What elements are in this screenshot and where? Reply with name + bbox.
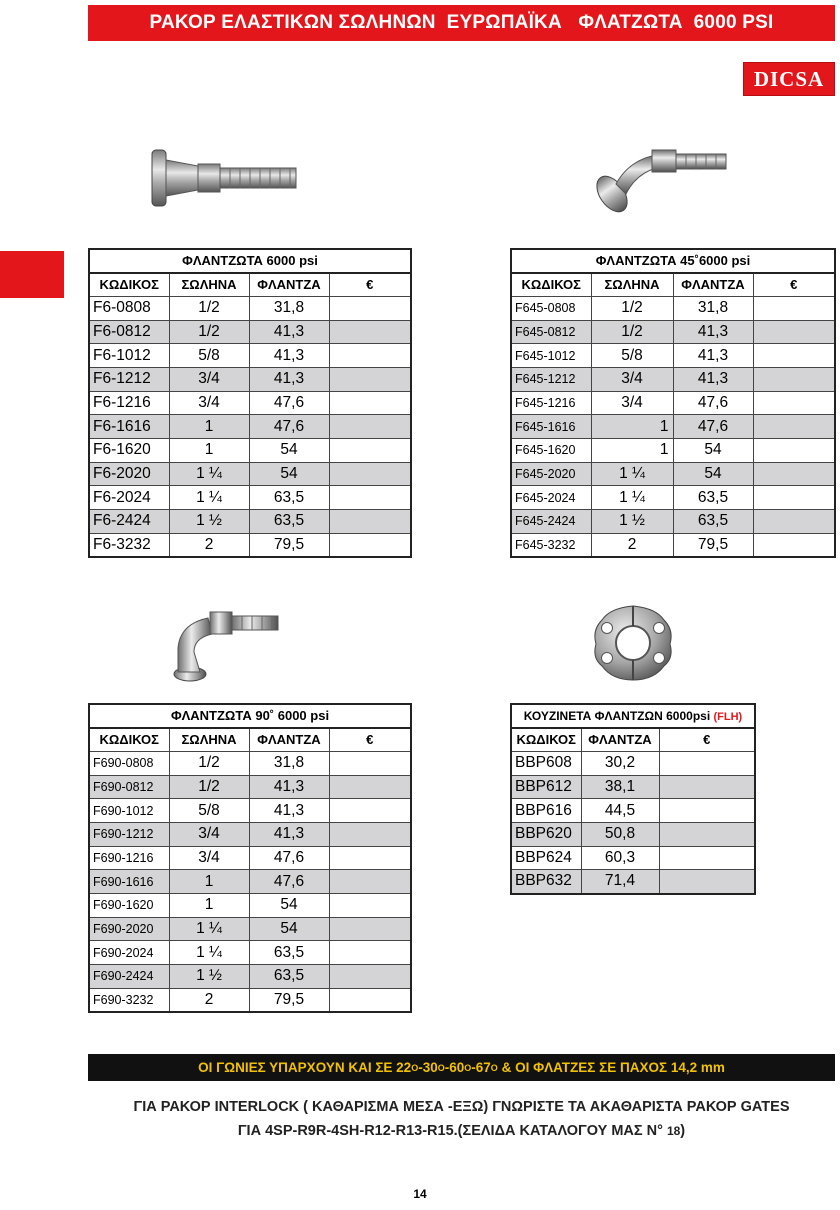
cell-hose: 1/2 <box>591 320 673 344</box>
cell-code: BBP620 <box>511 822 581 846</box>
cell-hose: 5/8 <box>169 344 249 368</box>
col-header-price: € <box>329 273 411 297</box>
notice-text-4: -67 <box>471 1060 491 1075</box>
table-row <box>89 296 411 320</box>
cell-code: F645-2424 <box>511 510 591 534</box>
cell-code: F690-3232 <box>89 988 169 1012</box>
cell-hose: 1/2 <box>169 775 249 799</box>
table-title: ΦΛΑΝΤΖΩΤΑ 90˚ 6000 psi <box>89 704 411 728</box>
cell-price <box>753 367 835 391</box>
cell-code: F6-2424 <box>89 510 169 534</box>
cell-price <box>659 822 755 846</box>
cell-hose: 1 ½ <box>169 965 249 989</box>
table-row <box>511 367 835 391</box>
table-row <box>89 510 411 534</box>
col-header-price: € <box>753 273 835 297</box>
cell-flange: 63,5 <box>249 965 329 989</box>
cell-code: F645-1216 <box>511 391 591 415</box>
table-row <box>511 533 835 557</box>
cell-hose: 1 ½ <box>169 510 249 534</box>
table-row <box>511 296 835 320</box>
cell-price <box>329 775 411 799</box>
table-row <box>89 941 411 965</box>
cell-hose: 2 <box>169 533 249 557</box>
cell-flange: 47,6 <box>673 391 753 415</box>
cell-code: F690-0808 <box>89 751 169 775</box>
cell-flange: 79,5 <box>249 533 329 557</box>
table-row <box>89 822 411 846</box>
cell-price <box>329 462 411 486</box>
cell-price <box>329 917 411 941</box>
cell-flange: 50,8 <box>581 822 659 846</box>
cell-flange: 30,2 <box>581 751 659 775</box>
cell-flange: 47,6 <box>249 870 329 894</box>
cell-hose: 3/4 <box>169 822 249 846</box>
cell-hose: 1 <box>169 415 249 439</box>
cell-flange: 63,5 <box>673 486 753 510</box>
catalog-page-ref: 18 <box>666 1124 681 1138</box>
cell-hose: 5/8 <box>169 799 249 823</box>
interlock-note-line-1: ΓΙΑ ΡΑΚΟΡ INTERLOCK ( ΚΑΘΑΡΙΣΜΑ ΜΕΣΑ -ΕΞΩ) ΓΝΩΡΙΣΤΕ ΤΑ ΑΚΑΘΑΡΙΣΤΑ ΡΑΚΟΡ GATES <box>133 1099 790 1115</box>
cell-flange: 41,3 <box>249 320 329 344</box>
cell-flange: 79,5 <box>249 988 329 1012</box>
cell-code: F645-1620 <box>511 439 591 463</box>
cell-hose: 1 ¼ <box>591 486 673 510</box>
cell-flange: 71,4 <box>581 870 659 894</box>
table-row <box>511 751 755 775</box>
cell-code: BBP612 <box>511 775 581 799</box>
cell-flange: 44,5 <box>581 799 659 823</box>
cell-price <box>329 296 411 320</box>
cell-price <box>753 415 835 439</box>
cell-code: F690-1212 <box>89 822 169 846</box>
col-header-flange: ΦΛΑΝΤΖΑ <box>249 728 329 752</box>
cell-price <box>329 320 411 344</box>
cell-flange: 47,6 <box>249 846 329 870</box>
col-header-code: ΚΩΔΙΚΟΣ <box>89 728 169 752</box>
table-row <box>511 822 755 846</box>
table-row <box>511 775 755 799</box>
cell-hose: 1 <box>591 415 673 439</box>
table-row <box>89 917 411 941</box>
cell-flange: 54 <box>249 894 329 918</box>
split-flange-clamp-image <box>590 600 676 686</box>
table-row <box>89 965 411 989</box>
cell-code: F645-3232 <box>511 533 591 557</box>
cell-hose: 1/2 <box>169 296 249 320</box>
cell-flange: 47,6 <box>249 415 329 439</box>
table-row <box>511 846 755 870</box>
angled-45-flange-fitting-image <box>590 138 730 220</box>
cell-price <box>329 965 411 989</box>
cell-hose: 1/2 <box>591 296 673 320</box>
cell-code: F6-1012 <box>89 344 169 368</box>
cell-code: F690-1012 <box>89 799 169 823</box>
cell-code: F6-1216 <box>89 391 169 415</box>
table-row <box>89 344 411 368</box>
table-row <box>89 751 411 775</box>
cell-price <box>659 846 755 870</box>
table-flanged-45-6000 <box>510 248 836 558</box>
table-row <box>511 462 835 486</box>
cell-code: BBP632 <box>511 870 581 894</box>
cell-flange: 41,3 <box>249 799 329 823</box>
col-header-code: ΚΩΔΙΚΟΣ <box>89 273 169 297</box>
cell-code: F690-1620 <box>89 894 169 918</box>
cell-price <box>329 344 411 368</box>
cell-hose: 1 ¼ <box>591 462 673 486</box>
notice-text-1: ΟΙ ΓΩΝΙΕΣ ΥΠΑΡΧΟΥΝ ΚΑΙ ΣΕ 22 <box>198 1060 412 1075</box>
cell-hose: 1 <box>169 894 249 918</box>
cell-flange: 54 <box>249 917 329 941</box>
cell-hose: 1 <box>591 439 673 463</box>
straight-flange-fitting-image <box>150 146 300 210</box>
col-header-hose: ΣΩΛΗΝΑ <box>169 273 249 297</box>
cell-code: F690-0812 <box>89 775 169 799</box>
side-tab-marker <box>0 251 64 298</box>
table-row <box>89 391 411 415</box>
cell-price <box>329 846 411 870</box>
col-header-flange: ΦΛΑΝΤΖΑ <box>249 273 329 297</box>
col-header-price: € <box>659 728 755 752</box>
cell-code: F645-1012 <box>511 344 591 368</box>
notice-text-3: -60 <box>444 1060 465 1075</box>
cell-price <box>329 415 411 439</box>
cell-flange: 41,3 <box>673 320 753 344</box>
cell-code: F6-1212 <box>89 367 169 391</box>
cell-flange: 41,3 <box>673 344 753 368</box>
table-flange-clamps-6000 <box>510 703 756 895</box>
cell-code: F6-3232 <box>89 533 169 557</box>
cell-price <box>659 870 755 894</box>
cell-flange: 41,3 <box>249 822 329 846</box>
cell-price <box>753 320 835 344</box>
cell-flange: 63,5 <box>249 510 329 534</box>
cell-price <box>753 510 835 534</box>
cell-code: F645-2024 <box>511 486 591 510</box>
table-row <box>89 320 411 344</box>
cell-code: F6-1620 <box>89 439 169 463</box>
cell-code: F6-0808 <box>89 296 169 320</box>
cell-code: BBP608 <box>511 751 581 775</box>
cell-hose: 3/4 <box>591 367 673 391</box>
col-header-hose: ΣΩΛΗΝΑ <box>591 273 673 297</box>
cell-code: F6-0812 <box>89 320 169 344</box>
cell-code: F690-2020 <box>89 917 169 941</box>
cell-price <box>329 988 411 1012</box>
interlock-note-line-2: ΓΙΑ 4SP-R9R-4SH-R12-R13-R15.(ΣΕΛΙΔΑ ΚΑΤΑΛΟΓΟΥ ΜΑΣ Ν° 18) <box>237 1123 686 1139</box>
cell-price <box>329 510 411 534</box>
cell-flange: 47,6 <box>673 415 753 439</box>
cell-hose: 1 ¼ <box>169 941 249 965</box>
table-row <box>89 846 411 870</box>
cell-price <box>753 486 835 510</box>
table-row <box>89 367 411 391</box>
dicsa-logo <box>743 62 835 96</box>
table-row <box>89 462 411 486</box>
cell-code: F690-2024 <box>89 941 169 965</box>
cell-hose: 1/2 <box>169 751 249 775</box>
cell-price <box>329 439 411 463</box>
table-row <box>89 415 411 439</box>
table-row <box>511 510 835 534</box>
cell-flange: 41,3 <box>249 775 329 799</box>
table-row <box>89 988 411 1012</box>
col-header-flange: ΦΛΑΝΤΖΑ <box>581 728 659 752</box>
cell-flange: 47,6 <box>249 391 329 415</box>
cell-flange: 41,3 <box>673 367 753 391</box>
cell-hose: 2 <box>169 988 249 1012</box>
table-row <box>511 320 835 344</box>
table-row <box>511 415 835 439</box>
table-row <box>89 894 411 918</box>
cell-flange: 41,3 <box>249 344 329 368</box>
table-title-tag: (FLH) <box>713 710 743 723</box>
cell-hose: 2 <box>591 533 673 557</box>
cell-flange: 54 <box>673 462 753 486</box>
table-title: ΦΛΑΝΤΖΩΤΑ 6000 psi <box>89 249 411 273</box>
cell-code: F645-0808 <box>511 296 591 320</box>
cell-flange: 31,8 <box>249 751 329 775</box>
cell-price <box>329 799 411 823</box>
cell-price <box>753 296 835 320</box>
cell-price <box>329 941 411 965</box>
col-header-code: ΚΩΔΙΚΟΣ <box>511 728 581 752</box>
cell-flange: 31,8 <box>673 296 753 320</box>
cell-flange: 54 <box>673 439 753 463</box>
cell-code: F645-0812 <box>511 320 591 344</box>
cell-hose: 3/4 <box>169 846 249 870</box>
cell-price <box>753 344 835 368</box>
cell-hose: 3/4 <box>591 391 673 415</box>
table-row <box>511 799 755 823</box>
cell-hose: 3/4 <box>169 367 249 391</box>
cell-price <box>329 533 411 557</box>
cell-price <box>329 894 411 918</box>
table-row <box>89 799 411 823</box>
cell-flange: 63,5 <box>673 510 753 534</box>
cell-code: BBP624 <box>511 846 581 870</box>
cell-flange: 38,1 <box>581 775 659 799</box>
cell-hose: 3/4 <box>169 391 249 415</box>
table-title <box>511 704 755 728</box>
table-row <box>511 486 835 510</box>
cell-flange: 54 <box>249 439 329 463</box>
cell-price <box>753 462 835 486</box>
cell-hose: 1 ¼ <box>169 486 249 510</box>
notice-text-5: & ΟΙ ΦΛΑΤΖΕΣ ΣΕ ΠΑΧΟΣ 14,2 mm <box>497 1060 725 1075</box>
cell-price <box>329 486 411 510</box>
table-row <box>511 391 835 415</box>
elbow-90-flange-fitting-image <box>168 602 280 684</box>
col-header-flange: ΦΛΑΝΤΖΑ <box>673 273 753 297</box>
col-header-price: € <box>329 728 411 752</box>
page-number: 14 <box>413 1187 427 1201</box>
cell-flange: 60,3 <box>581 846 659 870</box>
cell-price <box>659 775 755 799</box>
table-row <box>89 533 411 557</box>
cell-hose: 1 ¼ <box>169 462 249 486</box>
cell-hose: 1 <box>169 439 249 463</box>
cell-hose: 1 ½ <box>591 510 673 534</box>
cell-price <box>329 751 411 775</box>
cell-code: F6-2024 <box>89 486 169 510</box>
cell-price <box>753 533 835 557</box>
cell-price <box>753 439 835 463</box>
cell-code: F690-1216 <box>89 846 169 870</box>
col-header-hose: ΣΩΛΗΝΑ <box>169 728 249 752</box>
cell-price <box>329 367 411 391</box>
table-title-text: ΚΟΥΖΙΝΕΤΑ ΦΛΑΝΤΖΩΝ 6000psi <box>523 708 711 723</box>
cell-price <box>753 391 835 415</box>
table-row <box>511 344 835 368</box>
table-row <box>89 486 411 510</box>
table-flanged-90-6000 <box>88 703 412 1013</box>
cell-code: F645-1616 <box>511 415 591 439</box>
cell-hose: 5/8 <box>591 344 673 368</box>
cell-price <box>659 799 755 823</box>
cell-code: F645-1212 <box>511 367 591 391</box>
cell-code: F6-2020 <box>89 462 169 486</box>
cell-price <box>329 391 411 415</box>
cell-flange: 79,5 <box>673 533 753 557</box>
cell-price <box>659 751 755 775</box>
cell-hose: 1 <box>169 870 249 894</box>
cell-code: F690-1616 <box>89 870 169 894</box>
note-line-2-text: ΓΙΑ 4SP-R9R-4SH-R12-R13-R15.(ΣΕΛΙΔΑ ΚΑΤΑΛΟΓΟΥ ΜΑΣ Ν° <box>237 1123 667 1139</box>
cell-hose: 1 ¼ <box>169 917 249 941</box>
cell-code: F6-1616 <box>89 415 169 439</box>
table-row <box>511 439 835 463</box>
cell-code: F690-2424 <box>89 965 169 989</box>
cell-flange: 41,3 <box>249 367 329 391</box>
cell-price <box>329 822 411 846</box>
table-flanged-6000 <box>88 248 412 558</box>
cell-flange: 54 <box>249 462 329 486</box>
cell-flange: 63,5 <box>249 486 329 510</box>
col-header-code: ΚΩΔΙΚΟΣ <box>511 273 591 297</box>
table-row <box>89 775 411 799</box>
cell-flange: 31,8 <box>249 296 329 320</box>
cell-hose: 1/2 <box>169 320 249 344</box>
table-title: ΦΛΑΝΤΖΩΤΑ 45˚6000 psi <box>511 249 835 273</box>
table-row <box>89 870 411 894</box>
notice-banner: ΟΙ ΓΩΝΙΕΣ ΥΠΑΡΧΟΥΝ ΚΑΙ ΣΕ 22 O -30 O -60 O -67 O & ΟΙ ΦΛΑΤΖΕΣ ΣΕ ΠΑΧΟΣ 14,2 mm <box>88 1054 835 1081</box>
cell-flange: 63,5 <box>249 941 329 965</box>
cell-code: F645-2020 <box>511 462 591 486</box>
table-row <box>89 439 411 463</box>
notice-text-2: -30 <box>418 1060 438 1075</box>
logo-text: DICSA <box>753 66 825 91</box>
cell-code: BBP616 <box>511 799 581 823</box>
cell-price <box>329 870 411 894</box>
table-row <box>511 870 755 894</box>
page-title-banner: ΡΑΚΟΡ ΕΛΑΣΤΙΚΩΝ ΣΩΛΗΝΩΝ ΕΥΡΩΠΑΪΚΑ ΦΛΑΤΖΩΤΑ 6000 PSI <box>88 5 835 41</box>
